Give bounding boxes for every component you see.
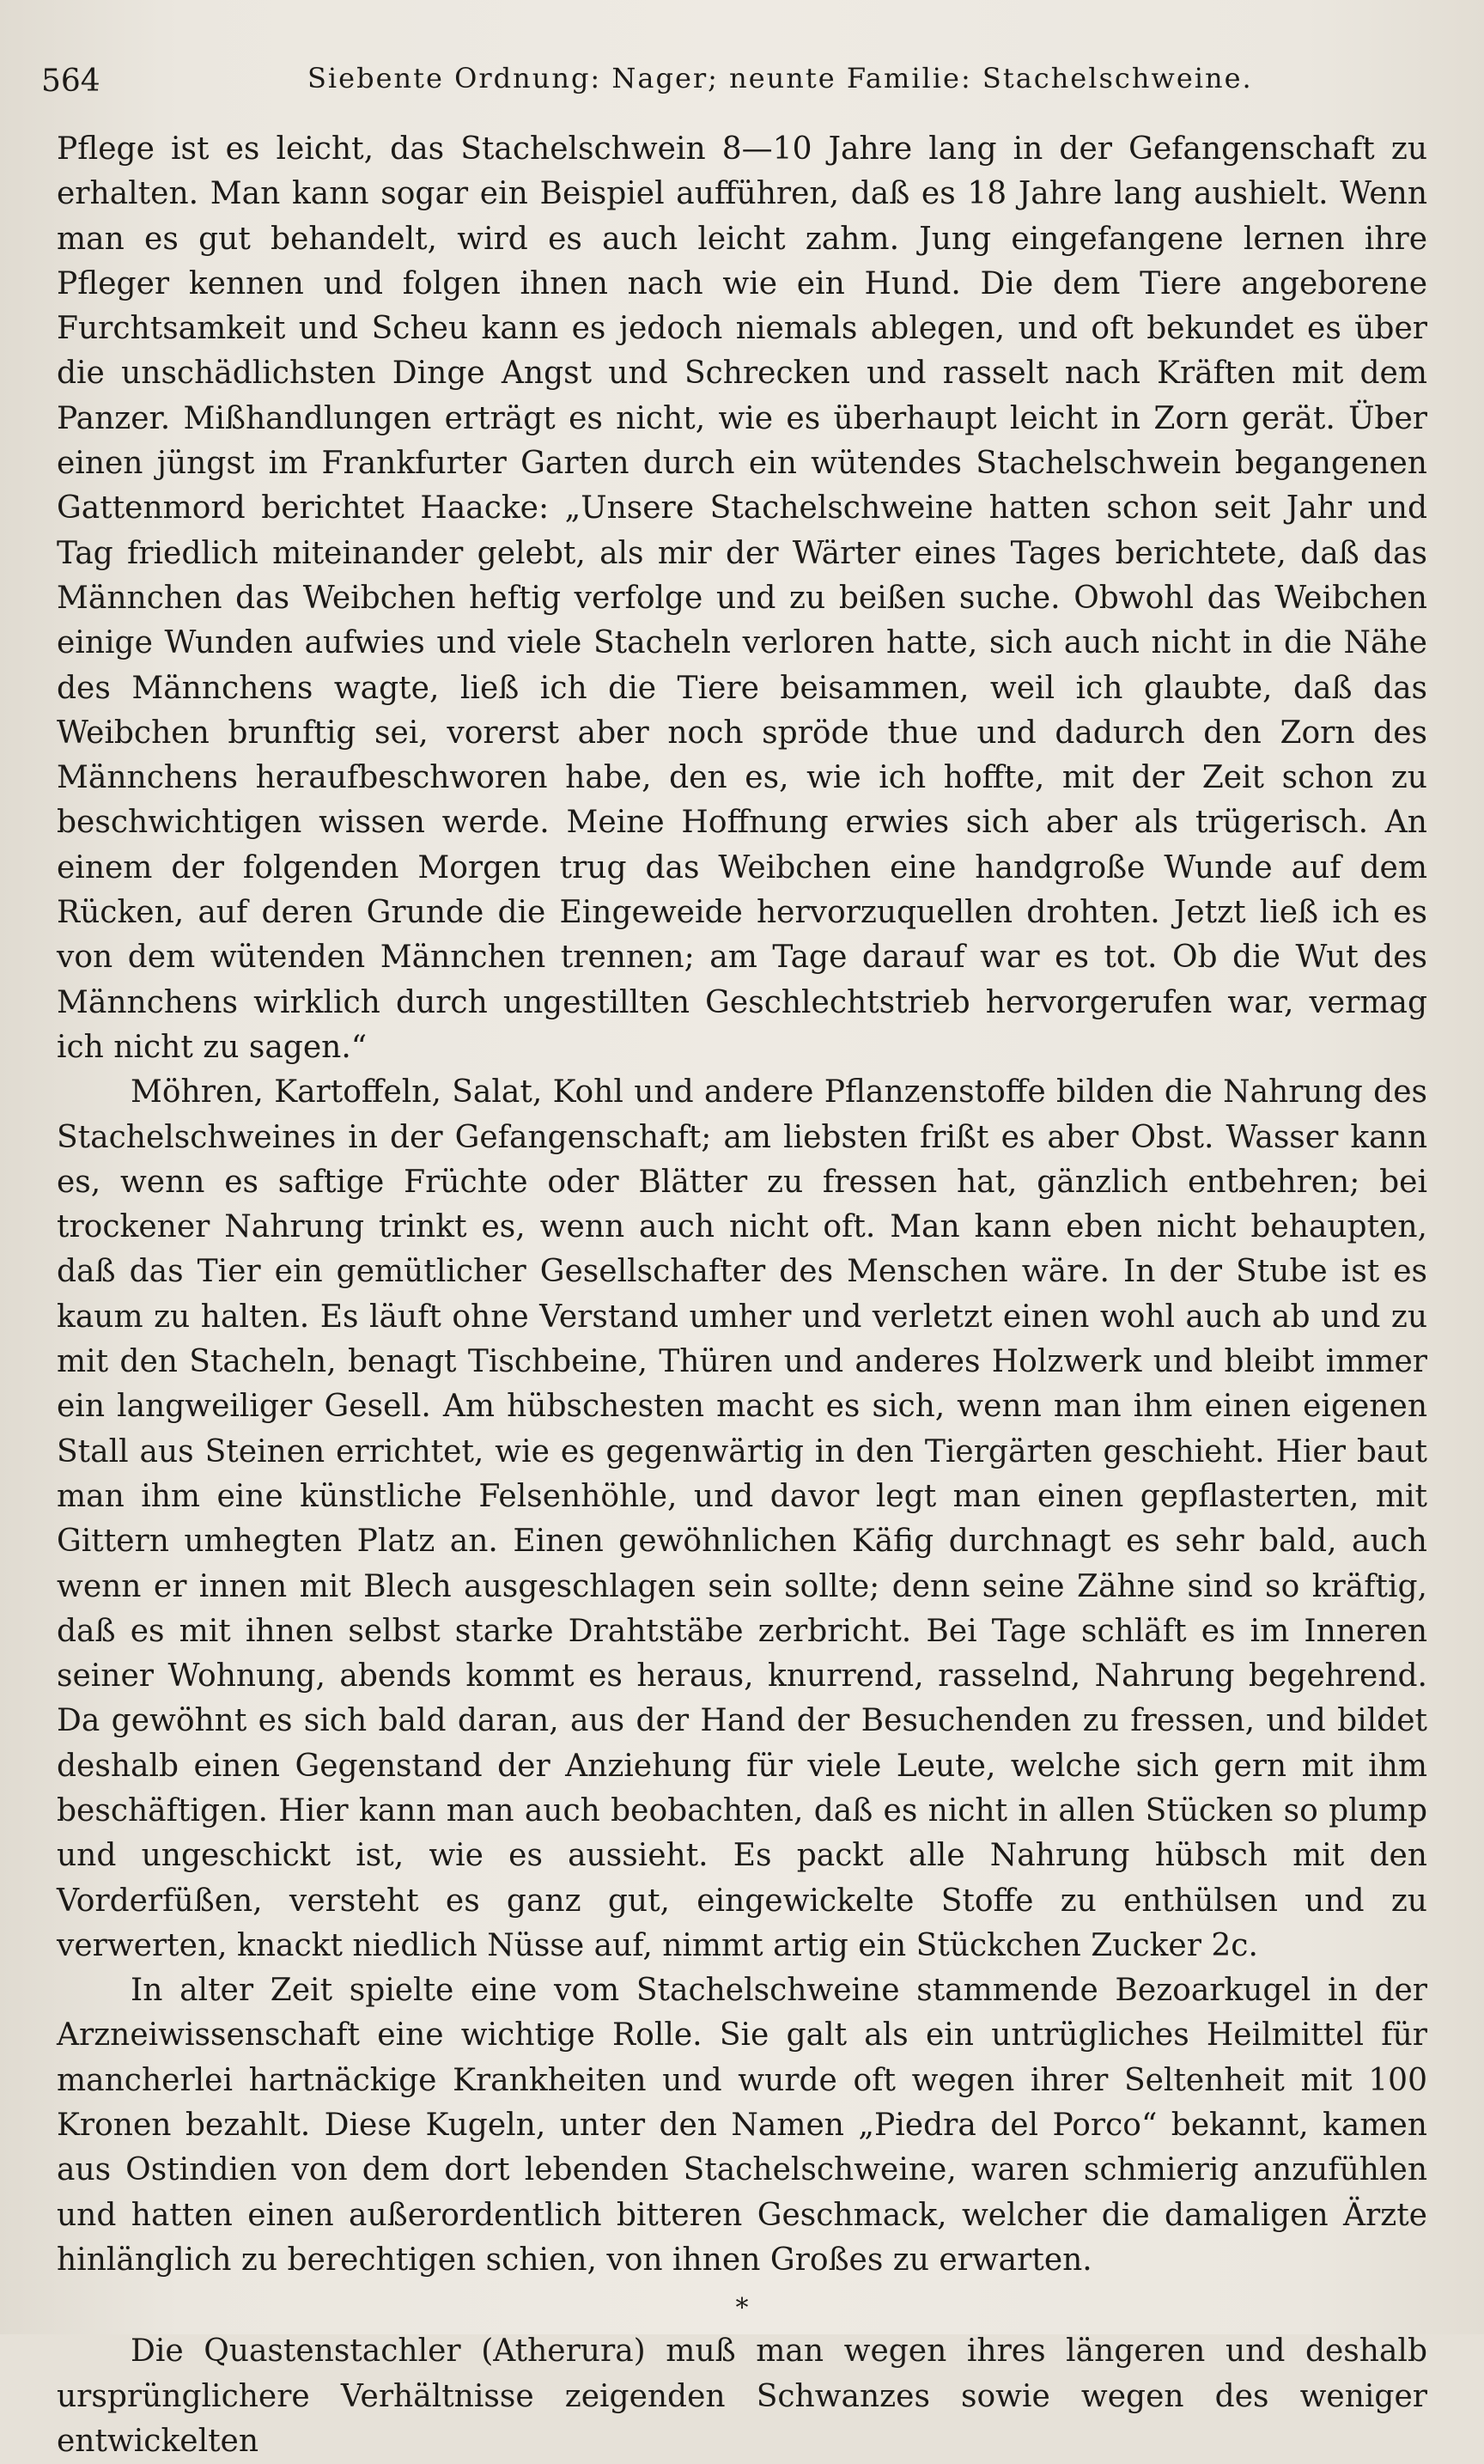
paragraph-food: Möhren, Kartoffeln, Salat, Kohl und andere Pflanzenstoffe bilden die Nahrung des Stachelschweines in der Gefangenschaft; am liebsten frißt es aber Obst. Wasser kann es, wenn es saftige Früchte oder Blätter zu fressen hat, gänzlich entbehren; bei trockener Nahrung trinkt es, wenn auch nicht oft. Man kann eben nicht behaupten, daß das Tier ein gemütlicher Gesellschafter des Menschen wäre. In der Stube ist es kaum zu halten. Es läuft ohne Verstand umher und verletzt einen wohl auch ab und zu mit den Stacheln, benagt Tischbeine, Thüren und anderes Holzwerk und bleibt immer ein langweiliger Gesell. Am hübschesten macht es sich, wenn man ihm einen eigenen Stall aus Steinen errichtet, wie es gegenwärtig in den Tiergärten geschieht. Hier baut man ihm eine künstliche Felsenhöhle, und davor legt man einen gepflasterten, mit Gittern umhegten Platz an. Einen gewöhnlichen Käfig durchnagt es sehr bald, auch wenn er innen mit Blech ausgeschlagen sein sollte; denn seine Zähne sind so kräftig, daß es mit ihnen selbst starke Drahtstäbe zerbricht. Bei Tage schläft es im Inneren seiner Wohnung, abends kommt es heraus, knurrend, rasselnd, Nahrung begehrend. Da gewöhnt es sich bald daran, aus der Hand der Besuchenden zu fressen, und bildet deshalb einen Gegenstand der Anziehung für viele Leute, welche sich gern mit ihm beschäftigen. Hier kann man auch beobachten, daß es nicht in allen Stücken so plump und ungeschickt ist, wie es aussieht. Es packt alle Nahrung hübsch mit den Vorderfüßen, versteht es ganz gut, eingewickelte Stoffe zu enthülsen und zu verwerten, knackt niedlich Nüsse auf, nimmt artig ein Stückchen Zucker 2c.: [57, 1074, 1427, 1963]
paragraph-atherura: Die Quastenstachler (Atherura) muß man wegen ihres längeren und deshalb ursprünglichere Verhältnisse zeigenden Schwanzes sowie wegen des weniger entwickelten: [57, 2333, 1427, 2459]
running-head: Siebente Ordnung: Nager; neunte Familie: Stachelschweine.: [307, 62, 1253, 94]
paragraph-bezoar: In alter Zeit spielte eine vom Stachelschweine stammende Bezoarkugel in der Arzneiwissenschaft eine wichtige Rolle. Sie galt als ein untrügliches Heilmittel für mancherlei hartnäckige Krankheiten und wurde oft wegen ihrer Seltenheit mit 100 Kronen bezahlt. Diese Kugeln, unter den Namen „Piedra del Porco“ bekannt, kamen aus Ostindien von dem dort lebenden Stachelschweine, waren schmierig anzufühlen und hatten einen außerordentlich bitteren Geschmack, welcher die damaligen Ärzte hinlänglich zu berechtigen schien, von ihnen Großes zu erwarten.: [57, 1973, 1427, 2278]
page-header: [41, 57, 1429, 108]
paragraph-continued: Pflege ist es leicht, das Stachelschwein 8—10 Jahre lang in der Gefangenschaft zu erhalten. Man kann sogar ein Beispiel aufführen, daß es 18 Jahre lang aushielt. Wenn man es gut behandelt, wird es auch leicht zahm. Jung eingefangene lernen ihre Pfleger kennen und folgen ihnen nach wie ein Hund. Die dem Tiere angeborene Furchtsamkeit und Scheu kann es jedoch niemals ablegen, und oft bekundet es über die unschädlichsten Dinge Angst und Schrecken und rasselt nach Kräften mit dem Panzer. Mißhandlungen erträgt es nicht, wie es überhaupt leicht in Zorn gerät. Über einen jüngst im Frankfurter Garten durch ein wütendes Stachelschwein begangenen Gattenmord berichtet Haacke: „Unsere Stachelschweine hatten schon seit Jahr und Tag friedlich miteinander gelebt, als mir der Wärter eines Tages berichtete, daß das Männchen das Weibchen heftig verfolge und zu beißen suche. Obwohl das Weibchen einige Wunden aufwies und viele Stacheln verloren hatte, sich auch nicht in die Nähe des Männchens wagte, ließ ich die Tiere beisammen, weil ich glaubte, daß das Weibchen brunftig sei, vorerst aber noch spröde thue und dadurch den Zorn des Männchens heraufbeschworen habe, den es, wie ich hoffte, mit der Zeit schon zu beschwichtigen wissen werde. Meine Hoffnung erwies sich aber als trügerisch. An einem der folgenden Morgen trug das Weibchen eine handgroße Wunde auf dem Rücken, auf deren Grunde die Eingeweide hervorzuquellen drohten. Jetzt ließ ich es von dem wütenden Männchen trennen; am Tage darauf war es tot. Ob die Wut des Männchens wirklich durch ungestillten Geschlechtstrieb hervorgerufen war, vermag ich nicht zu sagen.“: [57, 131, 1427, 1065]
page-number: 564: [41, 64, 100, 99]
page-body: [57, 127, 1427, 2464]
section-separator: *: [735, 2293, 749, 2324]
